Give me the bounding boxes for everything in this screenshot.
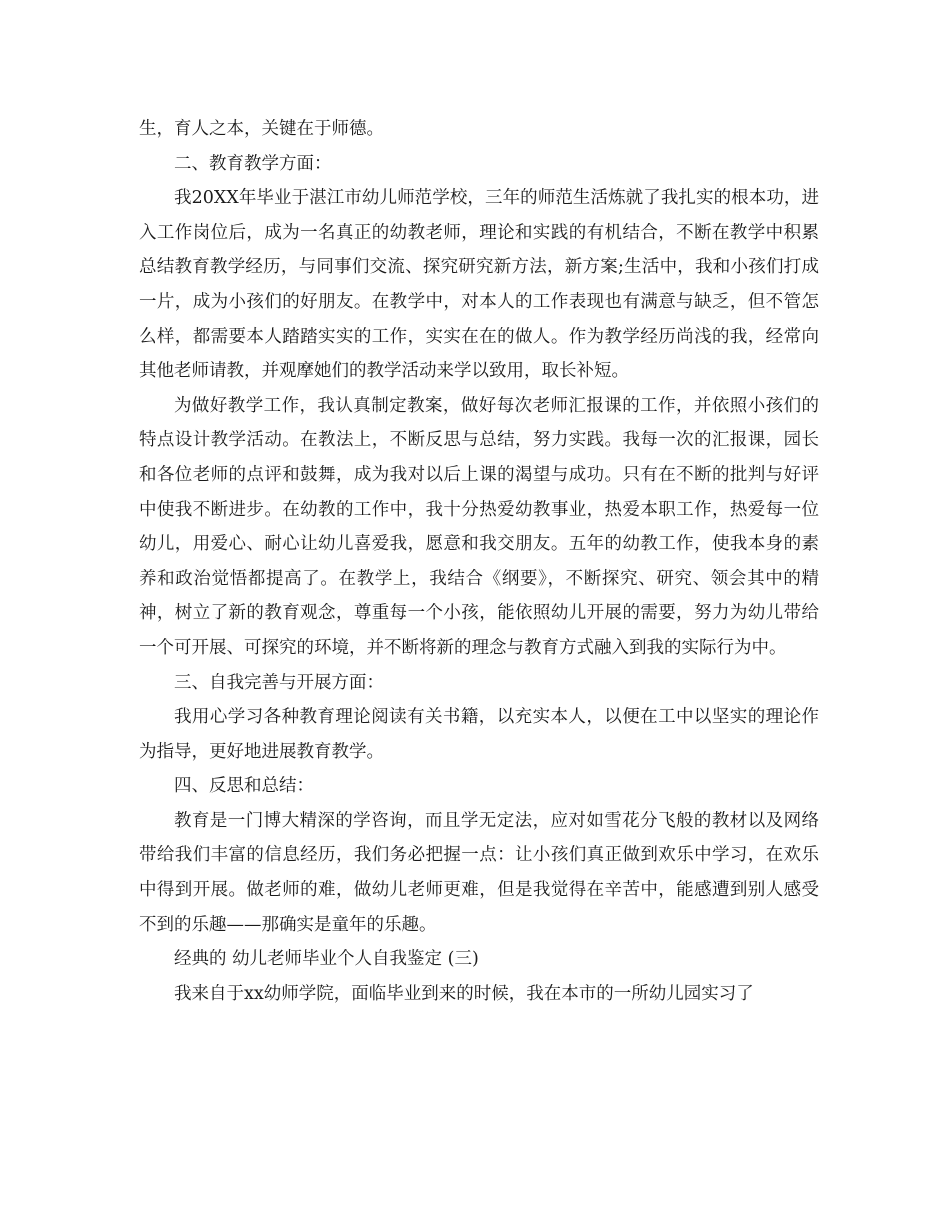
section-heading-reflection: 四、反思和总结：	[174, 776, 314, 797]
paragraph-reflection: 教育是一门博大精深的学咨询，而且学无定法，应对如雪花分飞般的教材以及网络带给我们丰富的信息经历，我们务必把握一点：让小孩们真正做到欢乐中学习，在欢乐中得到开展。做老师的难，做幼儿老师更难，但是我觉得在辛苦中，能感遭到别人感受不到的乐趣——那确实是童年的乐趣。	[139, 810, 819, 935]
paragraph-teaching-work: 为做好教学工作，我认真制定教案，做好每次老师汇报课的工作，并依照小孩们的特点设计教学活动。在教法上，不断反思与总结，努力实践。我每一次的汇报课，园长和各位老师的点评和鼓舞，成为我对以后上课的渴望与成功。只有在不断的批判与好评中使我不断进步。在幼教的工作中，我十分热爱幼教事业，热爱本职工作，热爱每一位幼儿，用爱心、耐心让幼儿喜爱我，愿意和我交朋友。五年的幼教工作，使我本身的素养和政治觉悟都提高了。在教学上，我结合《纲要》，不断探究、研究、领会其中的精神，树立了新的教育观念，尊重每一个小孩，能依照幼儿开展的需要，努力为幼儿带给一个可开展、可探究的环境，并不断将新的理念与教育方式融入到我的实际行为中。	[139, 395, 819, 658]
section-title-part-three: 经典的 幼儿老师毕业个人自我鉴定 (三)	[174, 949, 479, 970]
paragraph-continuation: 生，育人之本，关键在于师德。	[139, 119, 384, 139]
section-heading-teaching: 二、教育教学方面：	[174, 153, 332, 174]
section-heading-self-improvement: 三、自我完善与开展方面：	[174, 672, 384, 693]
paragraph-self-improvement: 我用心学习各种教育理论阅读有关书籍，以充实本人，以便在工中以坚实的理论作为指导，更好地进展教育教学。	[139, 707, 819, 762]
document-body	[139, 112, 819, 1011]
paragraph-part-three-intro: 我来自于xx幼师学院，面临毕业到来的时候，我在本市的一所幼儿园实习了	[174, 983, 754, 1004]
paragraph-teaching-experience: 我20XX年毕业于湛江市幼儿师范学校，三年的师范生活炼就了我扎实的根本功，进入工作岗位后，成为一名真正的幼教老师，理论和实践的有机结合，不断在教学中积累总结教育教学经历，与同事们交流、探究研究新方法，新方案;生活中，我和小孩们打成一片，成为小孩们的好朋友。在教学中，对本人的工作表现也有满意与缺乏，但不管怎么样，都需要本人踏踏实实的工作，实实在在的做人。作为教学经历尚浅的我，经常向其他老师请教，并观摩她们的教学活动来学以致用，取长补短。	[139, 188, 819, 382]
